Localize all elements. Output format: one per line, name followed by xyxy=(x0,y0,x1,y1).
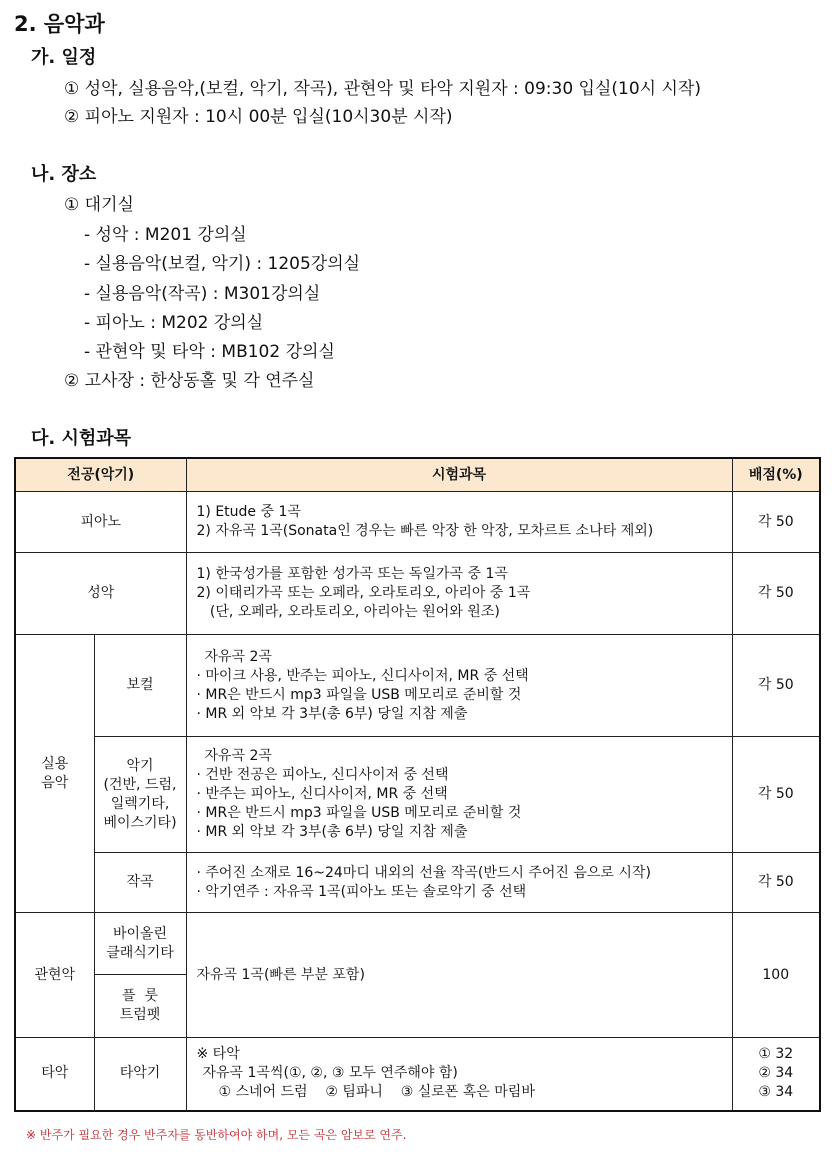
subject-line: · MR 외 악보 각 3부(총 6부) 당일 지참 제출 xyxy=(196,824,468,840)
subject-line: (단, 오페라, 오라토리오, 아리아는 원어와 원조) xyxy=(196,604,500,620)
schedule-title: 가. 일정 xyxy=(31,47,97,68)
room-applied: - 실용음악(보컬, 악기) : 1205강의실 xyxy=(84,254,361,274)
room-orchestra: - 관현악 및 타악 : MB102 강의실 xyxy=(84,342,335,362)
room-piano: - 피아노 : M202 강의실 xyxy=(84,313,264,333)
subject-line: 1) Etude 중 1곡 xyxy=(196,504,301,520)
score-piano: 각 50 xyxy=(732,492,820,553)
table-row-vocal xyxy=(15,553,820,635)
instrument-winds xyxy=(94,975,186,1038)
table-row-orchestra-strings xyxy=(15,913,820,975)
score-applied-vocal: 각 50 xyxy=(732,635,820,737)
subject-orchestra: 자유곡 1곡(빠른 부분 포함) xyxy=(186,913,732,1038)
subject-piano xyxy=(186,492,732,553)
instrument-line: 트럼펫 xyxy=(119,1007,161,1023)
subject-composition xyxy=(186,853,732,913)
score-composition: 각 50 xyxy=(732,853,820,913)
subject-line: 자유곡 1곡씩(①, ②, ③ 모두 연주해야 함) xyxy=(202,1065,458,1082)
subjects-title: 다. 시험과목 xyxy=(31,428,132,449)
subject-percussion xyxy=(186,1038,732,1111)
subject-line: · MR 외 악보 각 3부(총 6부) 당일 지참 제출 xyxy=(196,705,468,722)
table-row-applied-instrument xyxy=(15,737,820,853)
major-vocal: 성악 xyxy=(15,553,186,635)
subject-line: ※ 타악 xyxy=(196,1046,240,1063)
waiting-room-title: ① 대기실 xyxy=(64,195,134,215)
instrument-strings xyxy=(94,913,186,975)
major-orchestra: 관현악 xyxy=(15,913,94,1038)
instrument-line: 베이스기타) xyxy=(103,814,177,831)
table-row-applied-vocal xyxy=(15,635,820,737)
score-percussion xyxy=(732,1038,820,1111)
exam-hall: ② 고사장 : 한상동홀 및 각 연주실 xyxy=(64,371,315,391)
instrument-line: 악기 xyxy=(126,757,154,774)
instrument-percussion: 타악기 xyxy=(94,1038,186,1111)
instrument-line: 클래식기타 xyxy=(106,944,174,961)
instrument-line: 바이올린 xyxy=(112,925,168,942)
header-score: 배점(%) xyxy=(732,458,820,492)
subject-line: 1) 한국성가를 포함한 성가곡 또는 독일가곡 중 1곡 xyxy=(196,566,508,582)
major-applied-line: 음악 xyxy=(41,774,69,791)
subject-line: 자유곡 2곡 xyxy=(204,748,272,764)
score-vocal: 각 50 xyxy=(732,553,820,635)
subject-line: · 반주는 피아노, 신디사이저, MR 중 선택 xyxy=(196,786,448,802)
score-line: ③ 34 xyxy=(758,1084,794,1101)
header-major: 전공(악기) xyxy=(15,458,186,492)
subject-vocal xyxy=(186,553,732,635)
room-composition: - 실용음악(작곡) : M301강의실 xyxy=(84,284,321,304)
instrument-composition: 작곡 xyxy=(94,853,186,913)
instrument-vocal: 보컬 xyxy=(94,635,186,737)
score-applied-instrument: 각 50 xyxy=(732,737,820,853)
schedule-item-2: ② 피아노 지원자 : 10시 00분 입실(10시30분 시작) xyxy=(64,107,453,127)
room-vocal: - 성악 : M201 강의실 xyxy=(84,225,247,245)
page-heading: 2. 음악과 xyxy=(14,12,105,36)
instrument-band xyxy=(94,737,186,853)
table-header-row xyxy=(15,458,820,492)
subject-line: ① 스네어 드럼 ② 팀파니 ③ 실로폰 혹은 마림바 xyxy=(218,1084,535,1101)
table-row-percussion xyxy=(15,1038,820,1111)
subject-line: · MR은 반드시 mp3 파일을 USB 메모리로 준비할 것 xyxy=(196,686,522,703)
subject-line: · 마이크 사용, 반주는 피아노, 신디사이저, MR 중 선택 xyxy=(196,667,529,684)
score-line: ① 32 xyxy=(758,1046,794,1063)
schedule-item-1: ① 성악, 실용음악,(보컬, 악기, 작곡), 관현악 및 타악 지원자 : 09:30 입실(10시 시작) xyxy=(64,79,701,99)
footnote: ※ 반주가 필요한 경우 반주자를 동반하여야 하며, 모든 곡은 암보로 연주. xyxy=(26,1128,407,1142)
major-piano: 피아노 xyxy=(15,492,186,553)
subject-line: · MR은 반드시 mp3 파일을 USB 메모리로 준비할 것 xyxy=(196,805,522,821)
subject-line: · 악기연주 : 자유곡 1곡(피아노 또는 솔로악기 중 선택 xyxy=(196,883,527,900)
subject-line: 자유곡 2곡 xyxy=(204,648,272,665)
exam-table xyxy=(14,457,821,1112)
instrument-line: (건반, 드럼, xyxy=(103,776,177,793)
subject-line: · 건반 전공은 피아노, 신디사이저 중 선택 xyxy=(196,767,449,783)
place-title: 나. 장소 xyxy=(31,164,97,185)
table-row-applied-composition xyxy=(15,853,820,913)
subject-line: · 주어진 소재로 16~24마디 내외의 선율 작곡(반드시 주어진 음으로 시작) xyxy=(196,864,651,881)
subject-line: 2) 이태리가곡 또는 오페라, 오라토리오, 아리아 중 1곡 xyxy=(196,585,531,601)
score-line: ② 34 xyxy=(758,1065,794,1082)
subject-applied-vocal xyxy=(186,635,732,737)
instrument-line: 플 룻 xyxy=(122,988,158,1004)
instrument-line: 일렉기타, xyxy=(110,795,170,812)
table-row-piano xyxy=(15,492,820,553)
major-percussion: 타악 xyxy=(15,1038,94,1111)
header-subject: 시험과목 xyxy=(186,458,732,492)
subject-line: 2) 자유곡 1곡(Sonata인 경우는 빠른 악장 한 악장, 모차르트 소나타 제외) xyxy=(196,523,654,539)
score-orchestra: 100 xyxy=(732,913,820,1038)
subject-applied-instrument xyxy=(186,737,732,853)
major-applied-line: 실용 xyxy=(41,755,69,772)
major-applied xyxy=(15,635,94,913)
